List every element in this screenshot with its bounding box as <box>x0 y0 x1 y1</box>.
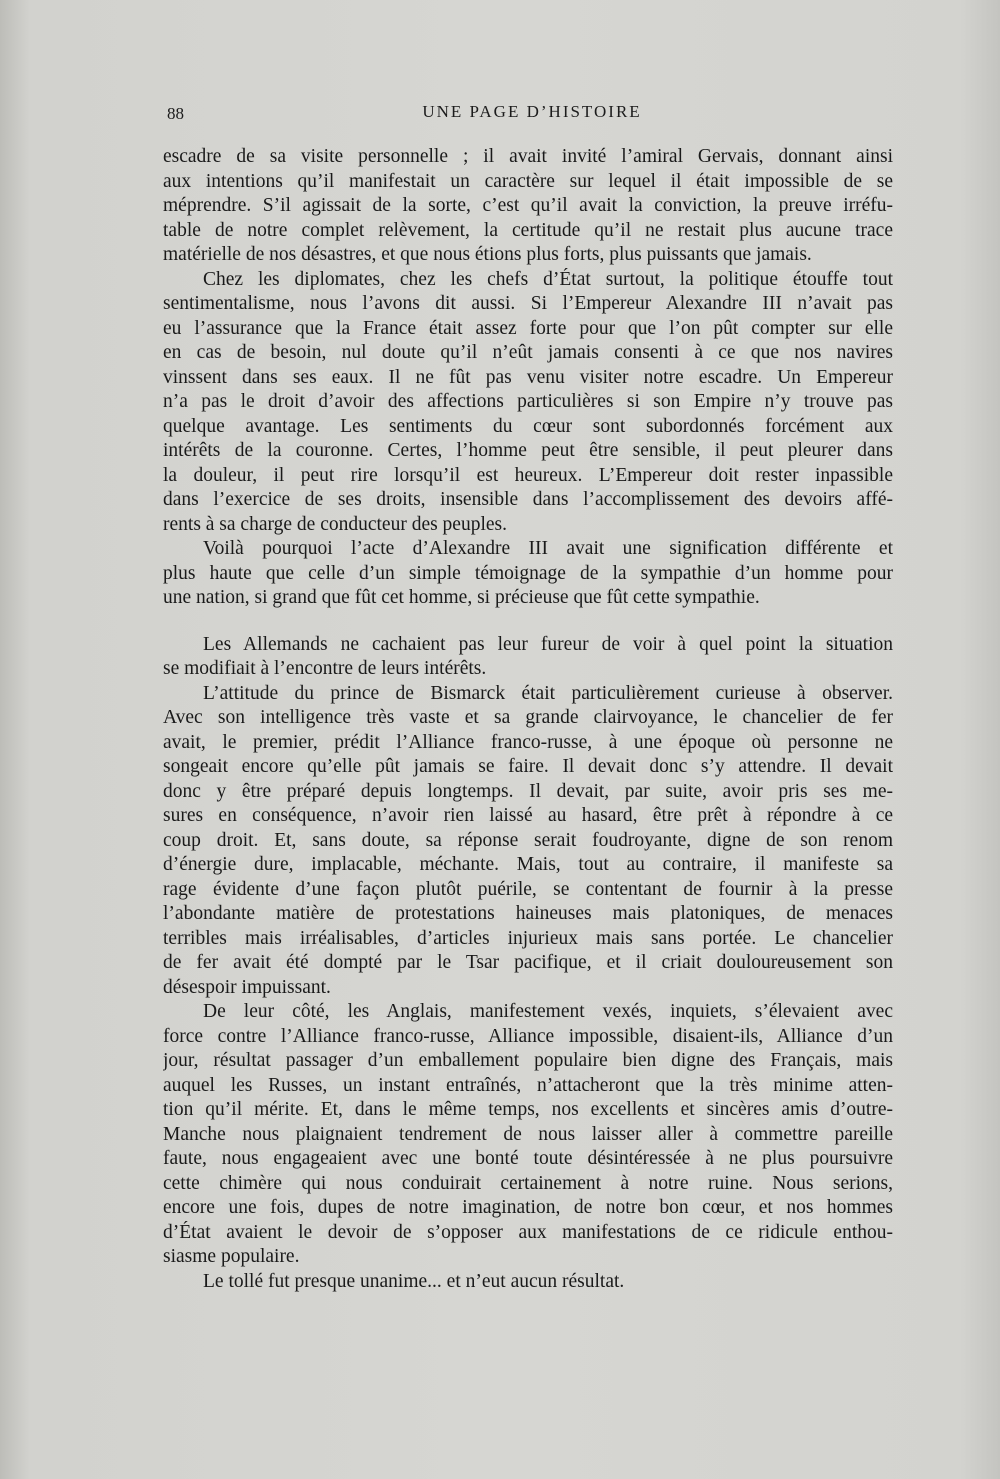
text-line: escadre de sa visite personnelle ; il avait invité l’amiral Gervais, donnant ainsi <box>163 146 893 167</box>
text-line: vinssent dans ses eaux. Il ne fût pas venu visiter notre escadre. Un Empereur <box>163 366 893 388</box>
text-line: auquel les Russes, un instant entraînés, n’attacheront que la très minime atten- <box>163 1074 893 1096</box>
text-line: avait, le premier, prédit l’Alliance franco-russe, à une époque où personne ne <box>163 731 893 753</box>
text-line: intérêts de la couronne. Certes, l’homme peut être sensible, il peut pleurer dans <box>163 440 893 461</box>
text-line: siasme populaire. <box>163 1246 300 1267</box>
paragraph <box>163 633 893 682</box>
text-line: cette chimère qui nous conduirait certainement à notre ruine. Nous serions, <box>163 1172 893 1194</box>
text-line: donc y être préparé depuis longtemps. Il devait, par suite, avoir pris ses me- <box>163 780 893 802</box>
paragraph <box>163 1000 893 1270</box>
paragraph <box>163 268 893 538</box>
text-line: Le tollé fut presque unanime... et n’eut aucun résultat. <box>203 1270 625 1292</box>
text-line: matérielle de nos désastres, et que nous étions plus forts, plus puissants que jamais. <box>163 244 812 265</box>
text-line: jour, résultat passager d’un emballement populaire bien digne des Français, mais <box>163 1050 893 1071</box>
text-line: désespoir impuissant. <box>163 976 331 998</box>
text-line: Manche nous plaignaient tendrement de nous laisser aller à commettre pareille <box>163 1123 893 1145</box>
text-line: d’État avaient le devoir de s’opposer aux manifestations de ce ridicule enthou- <box>163 1221 893 1243</box>
text-line: force contre l’Alliance franco-russe, Alliance impossible, disaient-ils, Alliance d’un <box>163 1025 893 1047</box>
text-line: eu l’assurance que la France était assez forte pour que l’on pût compter sur elle <box>163 317 893 339</box>
page-header <box>167 100 897 128</box>
text-line: songeait encore qu’elle pût jamais se faire. Il devait donc s’y attendre. Il devait <box>163 756 893 777</box>
text-line: terribles mais irréalisables, d’articles injurieux mais sans portée. Le chancelier <box>163 927 893 949</box>
text-line: d’énergie dure, implacable, méchante. Mais, tout au contraire, il manifeste sa <box>163 854 893 875</box>
text-line: Les Allemands ne cachaient pas leur fureur de voir à quel point la situation <box>203 633 893 655</box>
text-line: coup droit. Et, sans doute, sa réponse serait foudroyante, digne de son renom <box>163 829 893 851</box>
text-line: méprendre. S’il agissait de la sorte, c’est qu’il avait la conviction, la preuve irréfu- <box>163 195 893 216</box>
paragraph <box>163 682 893 1001</box>
text-line: rage évidente d’une façon plutôt puérile, se contentant de fournir à la presse <box>163 878 893 900</box>
text-line: L’attitude du prince de Bismarck était particulièrement curieuse à observer. <box>203 682 893 704</box>
text-line: rents à sa charge de conducteur des peuples. <box>163 513 508 535</box>
text-line: sures en conséquence, n’avoir rien laissé au hasard, être prêt à répondre à ce <box>163 805 893 826</box>
running-title: UNE PAGE D’HISTOIRE <box>422 102 642 121</box>
text-line: Voilà pourquoi l’acte d’Alexandre III avait une signification différente et <box>203 538 893 559</box>
text-line: la douleur, il peut rire lorsqu’il est heureux. L’Empereur doit rester inpassible <box>163 464 893 486</box>
text-line: n’a pas le droit d’avoir des affections particulières si son Empire n’y trouve pas <box>163 391 893 412</box>
text-line: De leur côté, les Anglais, manifestement vexés, inquiets, s’élevaient avec <box>203 1001 893 1022</box>
paragraph <box>163 1270 893 1295</box>
text-line: Avec son intelligence très vaste et sa grande clairvoyance, le chancelier de fer <box>163 707 893 728</box>
text-line: quelque avantage. Les sentiments du cœur sont subordonnés forcément aux <box>163 415 893 437</box>
text-line: en cas de besoin, nul doute qu’il n’eût jamais consenti à ce que nos navires <box>163 342 893 363</box>
text-line: dans l’exercice de ses droits, insensible dans l’accomplissement des devoirs affé- <box>163 489 893 510</box>
text-line: une nation, si grand que fût cet homme, si précieuse que fût cette sympathie. <box>163 587 760 608</box>
text-line: tion qu’il mérite. Et, dans le même temps, nos excellents et sincères amis d’outre- <box>163 1099 893 1120</box>
text-line: encore une fois, dupes de notre imagination, de notre bon cœur, et nos hommes <box>163 1197 893 1218</box>
paragraph <box>163 145 893 268</box>
text-line: faute, nous engageaient avec une bonté toute désintéressée à ne plus poursuivre <box>163 1148 893 1169</box>
text-line: de fer avait été dompté par le Tsar pacifique, et il criait douloureusement son <box>163 952 893 973</box>
page-number: 88 <box>167 104 184 123</box>
paragraph <box>163 537 893 611</box>
text-line: se modifiait à l’encontre de leurs intérêts. <box>163 658 487 679</box>
text-line: Chez les diplomates, chez les chefs d’État surtout, la politique étouffe tout <box>203 268 893 290</box>
text-line: aux intentions qu’il manifestait un caractère sur lequel il était impossible de se <box>163 170 893 192</box>
text-line: plus haute que celle d’un simple témoignage de la sympathie d’un homme pour <box>163 562 893 584</box>
text-line: table de notre complet relèvement, la certitude qu’il ne restait plus aucune trace <box>163 219 893 241</box>
paragraph-gap <box>163 611 893 633</box>
text-line: l’abondante matière de protestations haineuses mais platoniques, de menaces <box>163 903 893 924</box>
body-text <box>163 145 893 1294</box>
text-line: sentimentalisme, nous l’avons dit aussi. Si l’Empereur Alexandre III n’avait pas <box>163 293 893 314</box>
